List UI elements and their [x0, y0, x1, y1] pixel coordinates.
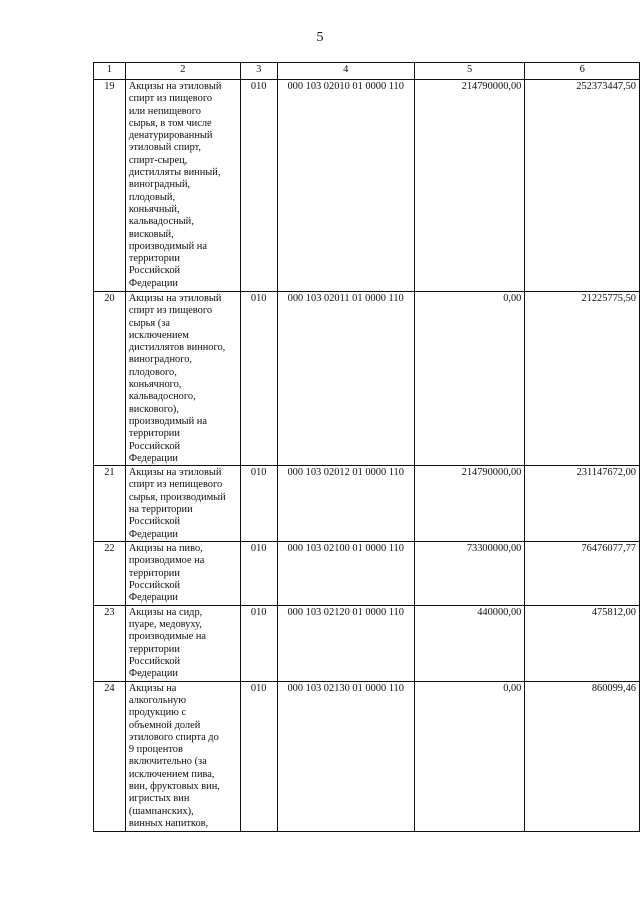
row-name — [125, 605, 240, 681]
row-name-line: (шампанских), — [128, 805, 194, 817]
row-name-line: Российской — [128, 516, 181, 528]
row-name-line: дистиллятов винного, — [128, 342, 226, 354]
row-kbk: 000 103 02100 01 0000 110 — [277, 542, 414, 605]
header-col-3: 3 — [240, 63, 277, 80]
row-number: 20 — [94, 292, 126, 466]
row-name — [125, 681, 240, 831]
row-name-line: сырья, в том числе — [128, 117, 212, 129]
row-name-line: алкогольную — [128, 694, 186, 706]
table-row — [94, 292, 640, 466]
row-name-line: коньячный, — [128, 203, 180, 215]
row-name-line: территории — [128, 643, 180, 655]
table-row — [94, 466, 640, 542]
row-name — [125, 542, 240, 605]
row-name-line: исключением пива, — [128, 768, 215, 780]
table-row — [94, 542, 640, 605]
row-name-line: игристых вин — [128, 793, 190, 805]
row-name-line: вискового), — [128, 403, 179, 415]
header-col-6: 6 — [525, 63, 640, 80]
row-kbk: 000 103 02012 01 0000 110 — [277, 466, 414, 542]
row-name-line: Российской — [128, 580, 181, 592]
row-name-line: Акцизы на этиловый — [128, 467, 222, 479]
row-kbk: 000 103 02130 01 0000 110 — [277, 681, 414, 831]
row-plan: 0,00 — [414, 681, 525, 831]
row-plan: 214790000,00 — [414, 466, 525, 542]
table-row — [94, 681, 640, 831]
row-name-line: пуаре, медовуху, — [128, 618, 202, 630]
row-name-line: спирт из пищевого — [128, 93, 213, 105]
row-fact: 76476077,77 — [525, 542, 640, 605]
row-name-line: висковый, — [128, 228, 174, 240]
row-kbk: 000 103 02120 01 0000 110 — [277, 605, 414, 681]
row-name-line: Российской — [128, 655, 181, 667]
row-kbk: 000 103 02011 01 0000 110 — [277, 292, 414, 466]
row-name-line: Акцизы на пиво, — [128, 543, 203, 555]
row-name-line: сырья (за — [128, 317, 170, 329]
row-name-line: территории — [128, 567, 180, 579]
row-plan: 73300000,00 — [414, 542, 525, 605]
row-name-line: кальвадосный, — [128, 216, 194, 228]
row-name-line: денатурированный — [128, 130, 213, 142]
row-number: 19 — [94, 80, 126, 292]
row-name — [125, 292, 240, 466]
row-name-line: кальвадосного, — [128, 391, 196, 403]
row-name-line: или непищевого — [128, 105, 201, 117]
row-name-line: этилового спирта до — [128, 731, 219, 743]
header-col-5: 5 — [414, 63, 525, 80]
row-number: 21 — [94, 466, 126, 542]
row-name-line: включительно (за — [128, 756, 207, 768]
row-name-line: Акцизы на этиловый — [128, 293, 222, 304]
row-name-line: дистилляты винный, — [128, 167, 221, 179]
row-number: 23 — [94, 605, 126, 681]
row-name-line: спирт из непищевого — [128, 479, 223, 491]
row-name-line: Российской — [128, 265, 181, 277]
row-fact: 231147672,00 — [525, 466, 640, 542]
row-name-line: Акцизы на — [128, 682, 177, 694]
row-fact: 21225775,50 — [525, 292, 640, 466]
row-name-line: объемной долей — [128, 719, 201, 731]
budget-table — [93, 62, 640, 832]
row-code: 010 — [240, 605, 277, 681]
row-name-line: производимый на — [128, 240, 207, 252]
row-name-line: исключением — [128, 329, 189, 341]
header-row — [94, 63, 640, 80]
row-code: 010 — [240, 292, 277, 466]
row-name-line: территории — [128, 428, 180, 440]
row-fact: 475812,00 — [525, 605, 640, 681]
row-name-line: Федерации — [128, 528, 178, 540]
row-name-line: этиловый спирт, — [128, 142, 202, 154]
header-col-4: 4 — [277, 63, 414, 80]
row-plan: 0,00 — [414, 292, 525, 466]
row-name-line: Федерации — [128, 592, 178, 604]
row-name-line: Федерации — [128, 452, 178, 464]
row-name-line: виноградный, — [128, 179, 191, 191]
row-name-line: плодовый, — [128, 191, 176, 203]
row-name-line: производимые на — [128, 631, 207, 643]
row-plan: 214790000,00 — [414, 80, 525, 292]
row-name-line: Акцизы на сидр, — [128, 606, 203, 618]
row-fact: 252373447,50 — [525, 80, 640, 292]
header-col-2: 2 — [125, 63, 240, 80]
row-name-line: производимый на — [128, 415, 207, 427]
row-name-line: вин, фруктовых вин, — [128, 781, 220, 793]
row-name-line: на территории — [128, 504, 193, 516]
row-name-line: винных напитков, — [128, 817, 209, 829]
row-name-line: Российской — [128, 440, 181, 452]
row-name-line: территории — [128, 253, 180, 265]
row-number: 22 — [94, 542, 126, 605]
row-name-line: спирт из пищевого — [128, 305, 213, 317]
row-code: 010 — [240, 681, 277, 831]
header-col-1: 1 — [94, 63, 126, 80]
row-name-line: плодового, — [128, 366, 177, 378]
row-name-line: продукцию с — [128, 707, 187, 719]
row-name — [125, 80, 240, 292]
row-kbk: 000 103 02010 01 0000 110 — [277, 80, 414, 292]
row-name-line: Федерации — [128, 668, 178, 680]
row-name-line: Федерации — [128, 277, 178, 289]
row-name-line: коньячного, — [128, 379, 182, 391]
row-name-line: 9 процентов — [128, 744, 183, 756]
row-name-line: производимое на — [128, 555, 205, 567]
row-name-line: спирт-сырец, — [128, 154, 188, 166]
row-code: 010 — [240, 466, 277, 542]
row-fact: 860099,46 — [525, 681, 640, 831]
row-code: 010 — [240, 80, 277, 292]
table-row — [94, 80, 640, 292]
table-row — [94, 605, 640, 681]
row-number: 24 — [94, 681, 126, 831]
row-name-line: Акцизы на этиловый — [128, 81, 222, 92]
row-name-line: сырья, производимый — [128, 491, 226, 503]
row-code: 010 — [240, 542, 277, 605]
row-name — [125, 466, 240, 542]
row-name-line: виноградного, — [128, 354, 193, 366]
page-number: 5 — [316, 30, 324, 45]
row-plan: 440000,00 — [414, 605, 525, 681]
